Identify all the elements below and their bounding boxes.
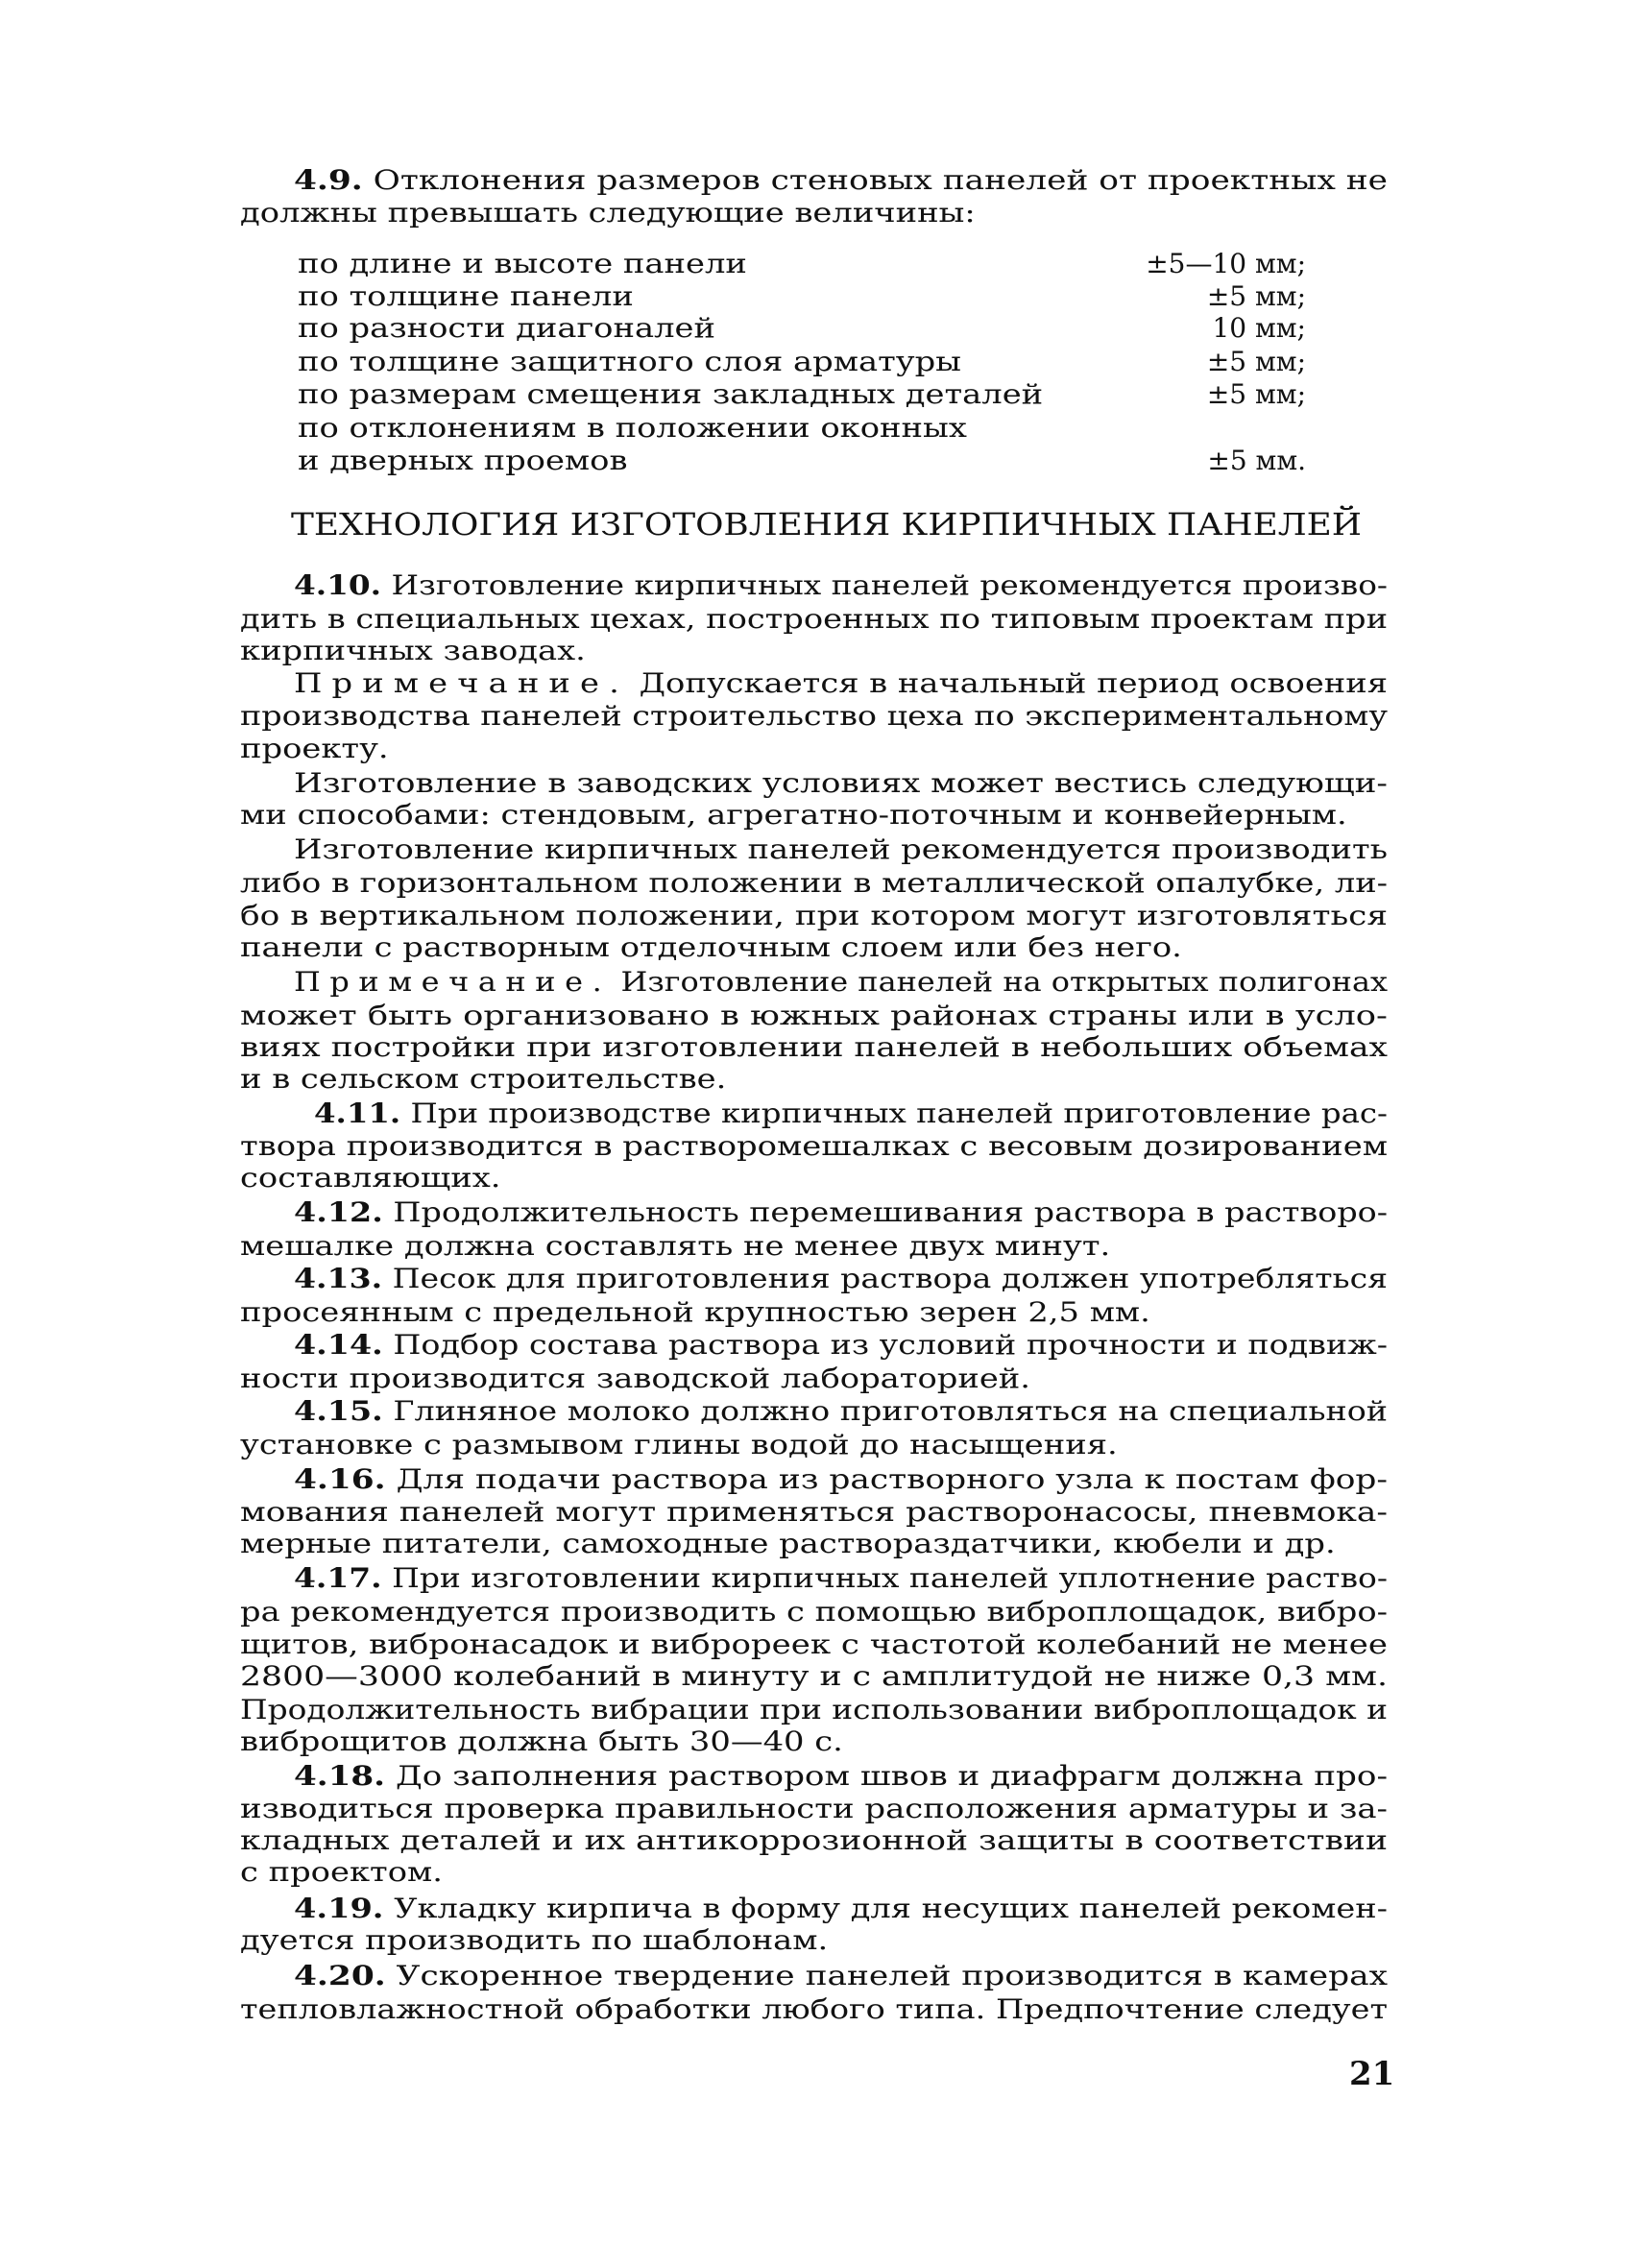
line-text: по толщине защитного слоя арматуры <box>298 346 962 377</box>
note-line <box>240 733 1388 765</box>
text-line-content <box>240 1993 1388 2026</box>
paragraph-line <box>240 1296 1388 1329</box>
note-label: Примечание. <box>294 667 629 699</box>
line-text: панели с растворным отделочным слоем или без него. <box>240 931 1182 963</box>
text-line-content <box>240 1230 1110 1263</box>
clause-number: 4.12. <box>294 1196 383 1228</box>
line-text: бо в вертикальном положении, при котором могут изготовляться <box>240 900 1388 931</box>
text-line-content <box>240 1824 1388 1857</box>
paragraph-line <box>294 1196 1388 1229</box>
text-line-content <box>240 900 1388 932</box>
text-line-content <box>294 1760 1388 1793</box>
tolerance-value: ±5 мм; <box>1206 346 1306 377</box>
text-line-content <box>294 1893 1388 1925</box>
line-text: проекту. <box>240 733 389 764</box>
text-line-content <box>240 1000 1388 1032</box>
paragraph-line <box>240 1793 1388 1825</box>
paragraph-line <box>240 1429 1388 1461</box>
text-line-content <box>240 1793 1388 1825</box>
section-heading <box>291 505 1362 543</box>
text-line-content <box>294 569 1388 602</box>
intro-line <box>240 197 1388 229</box>
text-line-content <box>294 667 1388 700</box>
paragraph-line <box>240 635 1388 667</box>
line-text: и в сельском строительстве. <box>240 1063 727 1095</box>
paragraph-line <box>294 1263 1388 1295</box>
text-line-content <box>240 1063 726 1096</box>
paragraph-line <box>240 1993 1388 2026</box>
paragraph-line <box>240 1660 1388 1693</box>
tolerance-label <box>298 378 1066 411</box>
line-text: Подбор состава раствора из условий прочности и подвиж- <box>393 1329 1388 1361</box>
clause-number: 4.16. <box>294 1463 386 1495</box>
text-line-content <box>240 799 1347 832</box>
line-text: дуется производить по шаблонам. <box>240 1924 829 1956</box>
line-text: Ускоренное твердение панелей производится в камерах <box>396 1960 1389 1991</box>
section-heading-text: ТЕХНОЛОГИЯ ИЗГОТОВЛЕНИЯ КИРПИЧНЫХ ПАНЕЛЕЙ <box>291 506 1362 543</box>
text-line-content <box>240 1429 1118 1461</box>
text-line-content <box>240 1856 443 1889</box>
note-line <box>240 1031 1388 1064</box>
line-text: Укладку кирпича в форму для несущих панелей рекомен- <box>394 1893 1388 1924</box>
text-line-content <box>240 931 1182 964</box>
intro-line <box>294 164 1388 197</box>
clause-number: 4.19. <box>294 1893 384 1924</box>
text-line-content <box>298 248 747 280</box>
text-line-content <box>294 1263 1388 1295</box>
line-text: щитов, вибронасадок и виброреек с частотой колебаний не менее <box>240 1629 1388 1660</box>
clause-number: 4.9. <box>294 164 363 196</box>
paragraph-line <box>240 931 1388 964</box>
paragraph-line <box>294 1463 1388 1496</box>
tolerance-label <box>298 280 1066 313</box>
paragraph-line <box>240 1694 1388 1726</box>
clause-number: 4.17. <box>294 1562 382 1594</box>
paragraph-line <box>294 1329 1388 1362</box>
text-line-content <box>294 1329 1388 1362</box>
line-text: ра рекомендуется производить с помощью виброплощадок, вибро- <box>240 1596 1388 1628</box>
text-line-content <box>240 635 586 667</box>
paragraph-line <box>294 1893 1388 1925</box>
text-line-content <box>298 378 1043 411</box>
text-line-content <box>240 867 1388 900</box>
clause-number: 4.10. <box>294 569 382 601</box>
text-line-content <box>298 280 634 313</box>
text-line-content <box>294 1196 1388 1229</box>
paragraph-line <box>294 767 1388 800</box>
line-text: мерные питатели, самоходные раствораздатчики, кюбели и др. <box>240 1528 1336 1559</box>
note-line <box>240 700 1388 733</box>
paragraph-line <box>294 1960 1388 1992</box>
page-number: 21 <box>1349 2055 1395 2093</box>
line-text: Для подачи раствора из растворного узла к постам фор- <box>396 1463 1388 1495</box>
paragraph-line <box>294 1760 1388 1793</box>
line-text: должны превышать следующие величины: <box>240 197 976 229</box>
text-line-content <box>240 1130 1388 1163</box>
tolerance-label <box>298 312 1066 345</box>
line-text: по отклонениям в положении оконных <box>298 412 967 444</box>
text-line-content <box>314 1098 1388 1130</box>
paragraph-line <box>294 833 1388 866</box>
text-line-content <box>294 767 1388 800</box>
line-text: Глиняное молоко должно приготовляться на специальной <box>393 1395 1388 1427</box>
clause-number: 4.11. <box>314 1098 401 1129</box>
line-text: по длине и высоте панели <box>298 248 747 279</box>
text-line-content <box>294 164 1388 197</box>
line-text: Продолжительность перемешивания раствора в растворо- <box>393 1196 1388 1228</box>
paragraph-line <box>240 603 1388 636</box>
line-text: При производстве кирпичных панелей приготовление рас- <box>410 1098 1388 1129</box>
text-line-content <box>294 1463 1388 1496</box>
line-text: кирпичных заводах. <box>240 635 586 666</box>
note-line <box>240 1063 1388 1096</box>
paragraph-line <box>240 1629 1388 1661</box>
text-line-content <box>240 1496 1388 1529</box>
text-line-content <box>240 1528 1336 1560</box>
paragraph-line <box>240 867 1388 900</box>
line-text: по разности диагоналей <box>298 312 715 344</box>
line-text: мования панелей могут применяться растворонасосы, пневмока- <box>240 1496 1388 1528</box>
text-line-content <box>240 1629 1388 1661</box>
text-line-content <box>294 1960 1388 1992</box>
clause-number: 4.13. <box>294 1263 383 1294</box>
paragraph-line <box>294 1562 1388 1595</box>
text-line-content <box>240 1162 501 1194</box>
paragraph-line <box>240 1528 1388 1560</box>
line-text: Отклонения размеров стеновых панелей от проектных не <box>373 164 1388 196</box>
clause-number: 4.18. <box>294 1760 386 1792</box>
line-text: может быть организовано в южных районах страны или в усло- <box>240 1000 1388 1031</box>
paragraph-line <box>240 1725 1388 1758</box>
text-line-content <box>240 1924 828 1957</box>
paragraph-line <box>294 569 1388 602</box>
tolerance-value: ±5 мм; <box>1206 280 1306 312</box>
paragraph-line <box>240 1924 1388 1957</box>
clause-number: 4.14. <box>294 1329 383 1361</box>
line-text: производства панелей строительство цеха по экспериментальному <box>240 700 1388 732</box>
tolerance-label <box>298 445 1066 477</box>
text-line-content <box>240 1660 1388 1693</box>
line-text: либо в горизонтальном положении в металлической опалубке, ли- <box>240 867 1388 899</box>
line-text: Допускается в начальный период освоения <box>639 667 1388 699</box>
line-text: просеянным с предельной крупностью зерен 2,5 мм. <box>240 1296 1150 1328</box>
text-line-content <box>298 312 715 345</box>
line-text: Изготовление кирпичных панелей рекомендуется производить <box>294 833 1388 865</box>
note-line <box>240 1000 1388 1032</box>
text-line-content <box>240 603 1388 636</box>
paragraph-line <box>240 799 1388 832</box>
paragraph-line <box>240 1162 1388 1194</box>
note-line <box>294 966 1388 999</box>
text-line-content <box>294 833 1388 866</box>
paragraph-line <box>240 1824 1388 1857</box>
text-line-content <box>294 1395 1388 1428</box>
line-text: виброщитов должна быть 30—40 с. <box>240 1725 843 1757</box>
text-line-content <box>298 412 967 445</box>
text-line-content <box>298 445 627 477</box>
tolerance-value: 10 мм; <box>1212 312 1306 344</box>
line-text: ности производится заводской лабораторией. <box>240 1363 1031 1394</box>
text-line-content <box>240 1694 1388 1726</box>
text-line-content <box>240 1363 1030 1395</box>
line-text: виях постройки при изготовлении панелей в небольших объемах <box>240 1031 1388 1063</box>
line-text: и дверных проемов <box>298 445 628 476</box>
paragraph-line <box>240 1596 1388 1629</box>
text-line-content <box>294 1562 1388 1595</box>
text-line-content <box>294 966 1388 999</box>
line-text: 2800—3000 колебаний в минуту и с амплитудой не ниже 0,3 мм. <box>240 1660 1388 1692</box>
paragraph-line <box>240 1130 1388 1163</box>
text-line-content <box>298 346 961 378</box>
line-text: Изготовление в заводских условиях может вестись следующи- <box>294 767 1388 799</box>
tolerance-value: ±5 мм. <box>1207 445 1306 476</box>
tolerance-label <box>298 248 1066 280</box>
paragraph-line <box>240 1230 1388 1263</box>
line-text: установке с размывом глины водой до насыщения. <box>240 1429 1118 1460</box>
line-text: с проектом. <box>240 1856 443 1888</box>
line-text: Песок для приготовления раствора должен употребляться <box>392 1263 1389 1294</box>
line-text: Изготовление кирпичных панелей рекомендуется произво- <box>391 569 1389 601</box>
line-text: изводиться проверка правильности расположения арматуры и за- <box>240 1793 1388 1824</box>
text-line-content <box>240 197 976 229</box>
line-text: составляющих. <box>240 1162 501 1194</box>
line-text: Продолжительность вибрации при использовании виброплощадок и <box>240 1694 1388 1725</box>
tolerance-value: ±5—10 мм; <box>1146 248 1306 279</box>
text-line-content <box>240 1031 1388 1064</box>
paragraph-line <box>294 1395 1388 1428</box>
line-text: дить в специальных цехах, построенных по типовым проектам при <box>240 603 1388 635</box>
line-text: Изготовление панелей на открытых полигонах <box>620 966 1388 998</box>
tolerance-value: ±5 мм; <box>1206 378 1306 410</box>
line-text: тепловлажностной обработки любого типа. Предпочтение следует <box>240 1993 1388 2025</box>
line-text: До заполнения раствором швов и диафрагм должна про- <box>395 1760 1388 1792</box>
clause-number: 4.15. <box>294 1395 383 1427</box>
paragraph-line <box>240 1856 1388 1889</box>
tolerance-label <box>298 412 1066 445</box>
text-line-content <box>240 1596 1388 1629</box>
text-line-content <box>240 1725 843 1758</box>
line-text: мешалке должна составлять не менее двух минут. <box>240 1230 1111 1262</box>
clause-number: 4.20. <box>294 1960 386 1991</box>
line-text: При изготовлении кирпичных панелей уплотнение раство- <box>392 1562 1388 1594</box>
paragraph-line <box>314 1098 1388 1130</box>
line-text: по размерам смещения закладных деталей <box>298 378 1044 410</box>
paragraph-line <box>240 1496 1388 1529</box>
line-text: по толщине панели <box>298 280 634 312</box>
paragraph-line <box>240 1363 1388 1395</box>
line-text: кладных деталей и их антикоррозионной защиты в соответствии <box>240 1824 1388 1856</box>
paragraph-line <box>240 900 1388 932</box>
note-label: Примечание. <box>294 966 612 998</box>
tolerance-label <box>298 346 1066 378</box>
line-text: ми способами: стендовым, агрегатно-поточным и конвейерным. <box>240 799 1347 831</box>
line-text: твора производится в растворомешалках с весовым дозированием <box>240 1130 1388 1162</box>
text-line-content <box>240 733 389 765</box>
note-line <box>294 667 1388 700</box>
text-line-content <box>240 700 1388 733</box>
text-line-content <box>240 1296 1150 1329</box>
